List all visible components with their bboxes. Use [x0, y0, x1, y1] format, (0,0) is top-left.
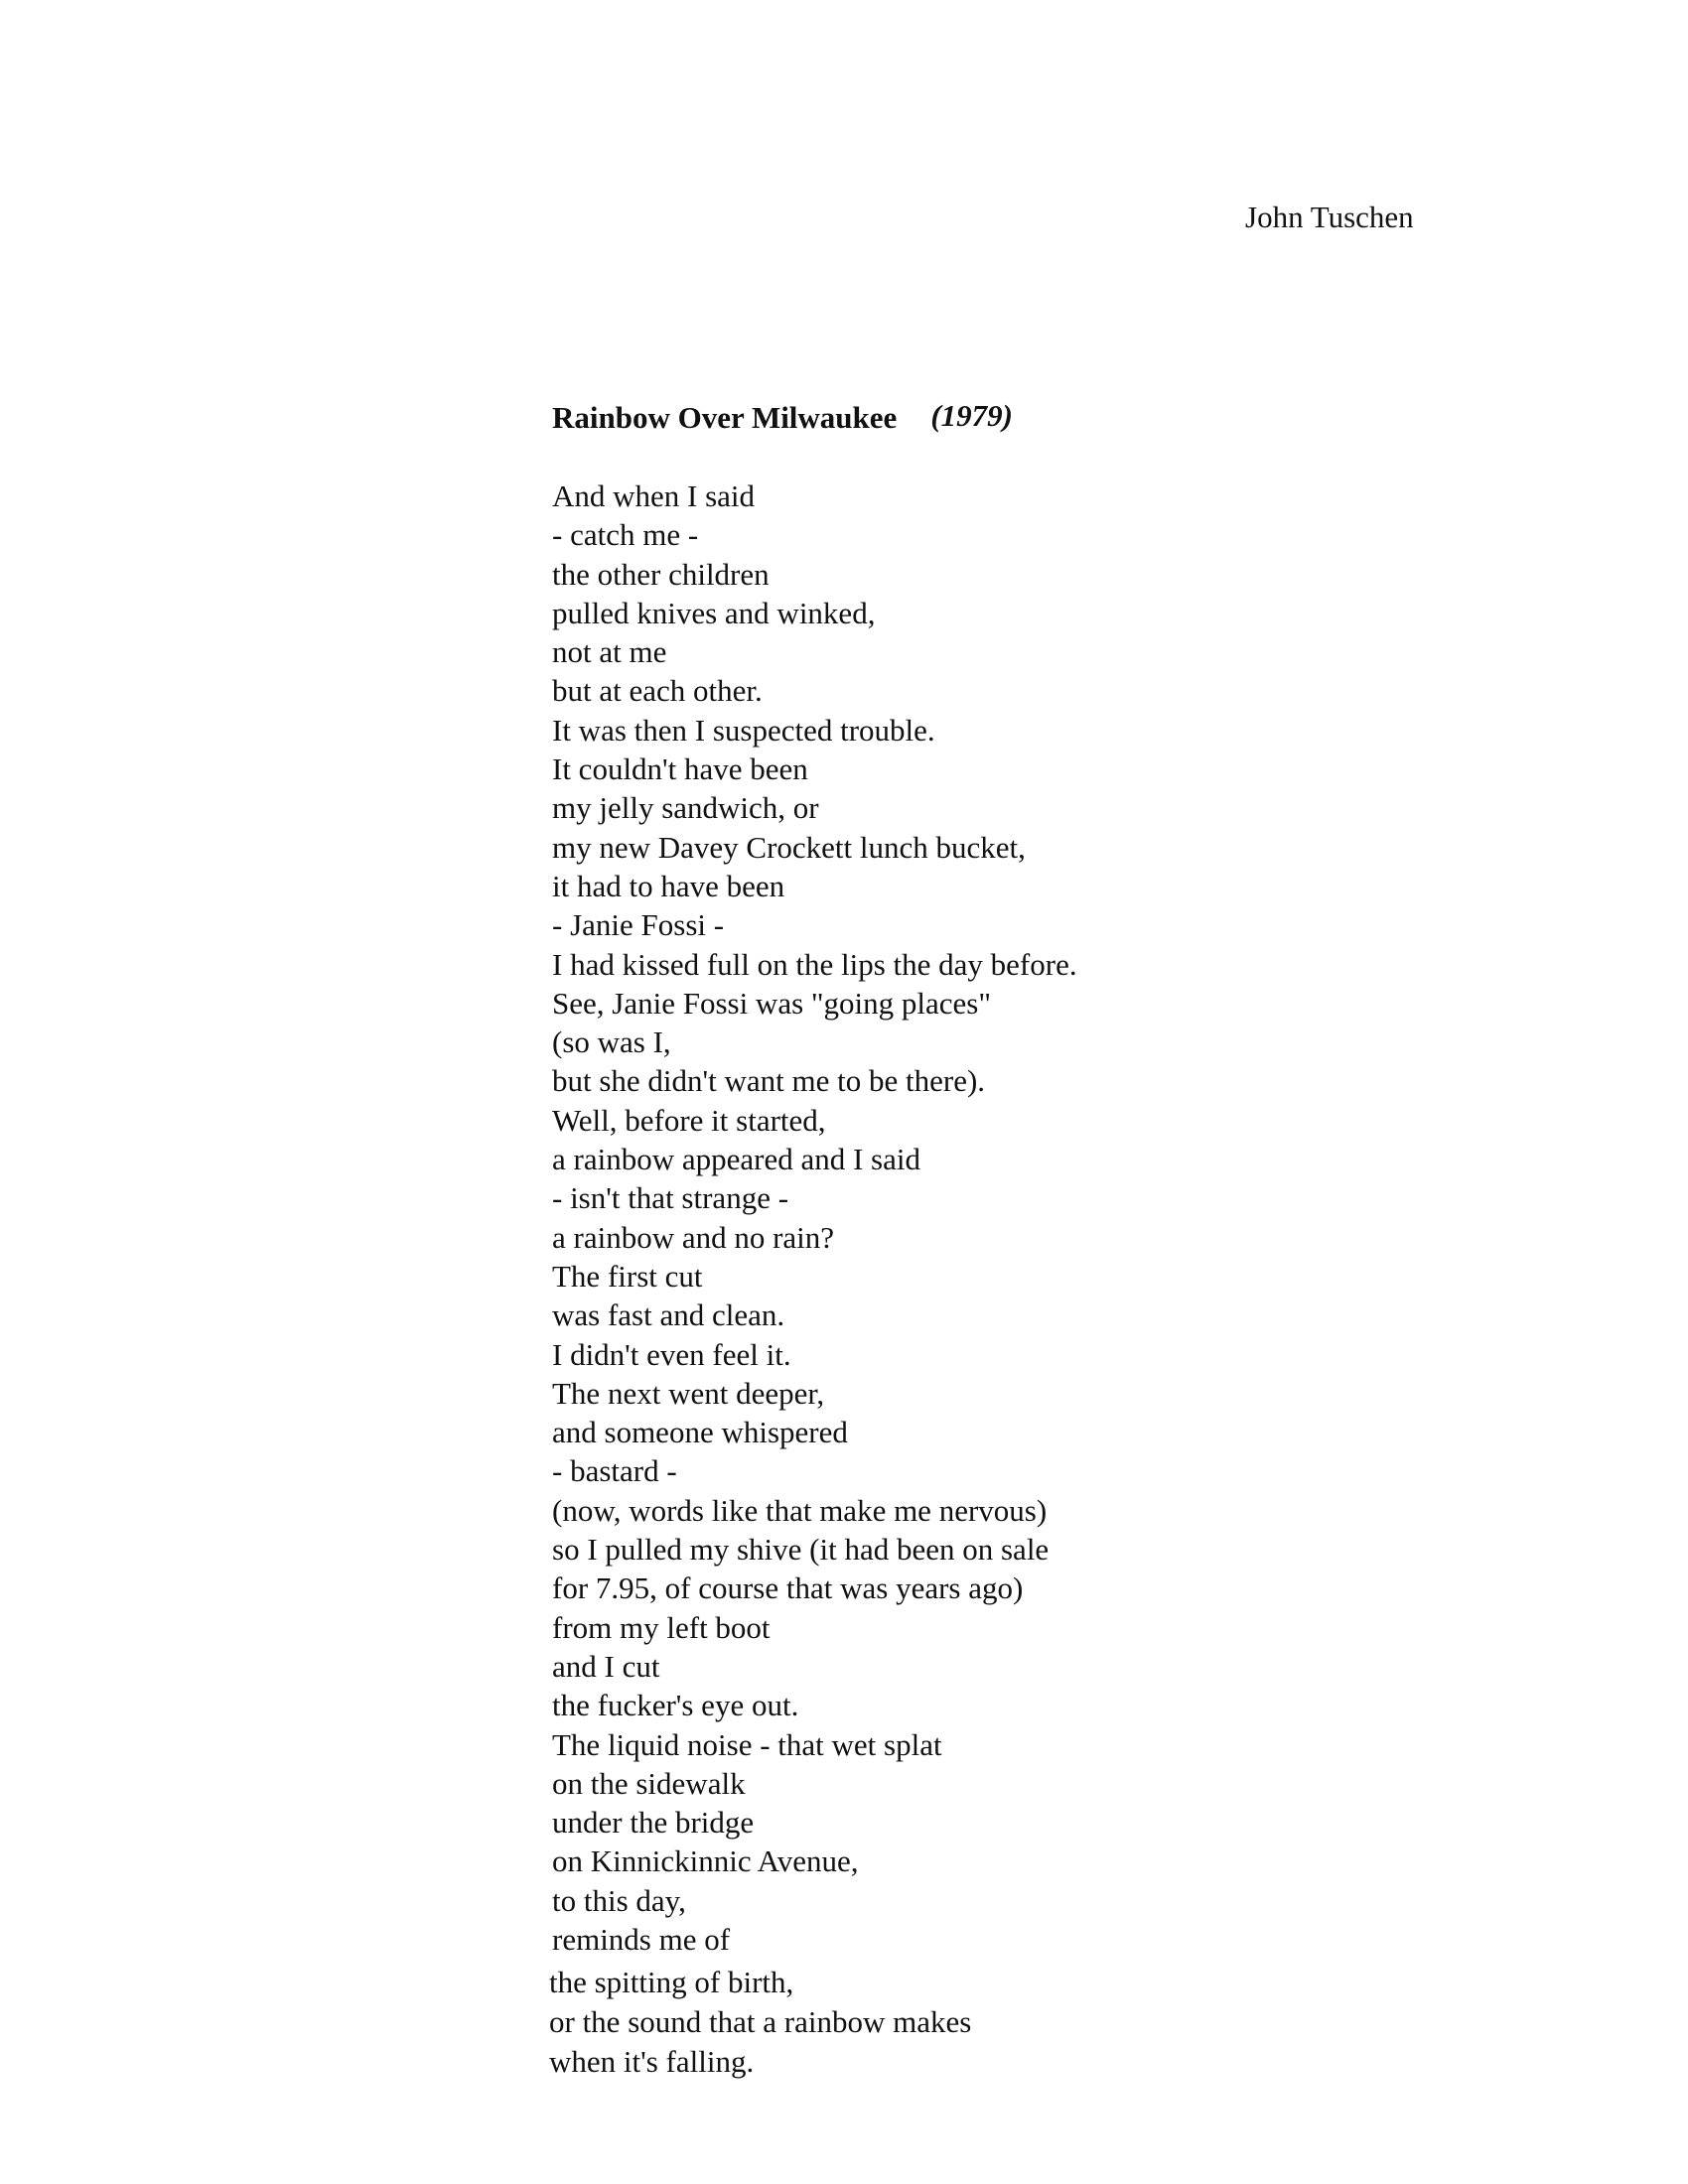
poem-line: and I cut [552, 1648, 660, 1684]
poem-line: I didn't even feel it. [552, 1336, 791, 1372]
poem-line: was fast and clean. [552, 1297, 785, 1333]
poem-line: - isn't that strange - [552, 1180, 789, 1216]
poem-line: The liquid noise - that wet splat [552, 1726, 942, 1762]
poem-line: from my left boot [552, 1609, 771, 1645]
poem-line: my new Davey Crockett lunch bucket, [552, 829, 1026, 865]
poem-line: for 7.95, of course that was years ago) [552, 1570, 1024, 1606]
poem-line: but she didn't want me to be there). [552, 1063, 986, 1099]
poem-line: Well, before it started, [552, 1102, 826, 1138]
author-name: John Tuschen [1245, 200, 1414, 234]
poem-line: but at each other. [552, 673, 763, 709]
poem-body [552, 477, 1077, 1959]
poem-line: See, Janie Fossi was "going places" [552, 985, 992, 1021]
poem-line: my jelly sandwich, or [552, 790, 819, 826]
poem-line: - catch me - [552, 517, 699, 553]
poem-line: (so was I, [552, 1024, 671, 1060]
poem-line: And when I said [552, 478, 756, 513]
poem-line: - bastard - [552, 1453, 677, 1489]
poem-line: the spitting of birth, [549, 1965, 794, 1999]
poem-line: It was then I suspected trouble. [552, 712, 935, 748]
poem-year: (1979) [930, 398, 1013, 433]
poem-line: a rainbow appeared and I said [552, 1142, 920, 1177]
poem-line: I had kissed full on the lips the day before. [552, 946, 1077, 982]
poem-line: on the sidewalk [552, 1765, 746, 1801]
poem-closing [549, 1963, 971, 2082]
poem-line: pulled knives and winked, [552, 595, 876, 630]
poem-line: reminds me of [552, 1921, 731, 1957]
poem-line: the fucker's eye out. [552, 1688, 799, 1723]
poem-line: so I pulled my shive (it had been on sale [552, 1532, 1050, 1568]
poem-line: a rainbow and no rain? [552, 1219, 835, 1255]
poem-line: The first cut [552, 1258, 703, 1294]
poem-title: Rainbow Over Milwaukee [552, 400, 898, 435]
poem-line: under the bridge [552, 1805, 755, 1841]
poem-line: (now, words like that make me nervous) [552, 1492, 1048, 1528]
poem-line: not at me [552, 634, 667, 670]
poem-line: it had to have been [552, 868, 785, 903]
poem-heading [552, 397, 1013, 439]
poem-line: - Janie Fossi - [552, 907, 725, 943]
poem-line: The next went deeper, [552, 1375, 825, 1411]
poem-line: to this day, [552, 1882, 686, 1918]
poem-line: on Kinnickinnic Avenue, [552, 1843, 859, 1879]
poem-line: the other children [552, 556, 770, 592]
poem-line: or the sound that a rainbow makes [549, 2004, 972, 2039]
poem-line: and someone whispered [552, 1415, 848, 1450]
poem-line: It couldn't have been [552, 751, 808, 787]
poem-line: when it's falling. [549, 2044, 755, 2079]
